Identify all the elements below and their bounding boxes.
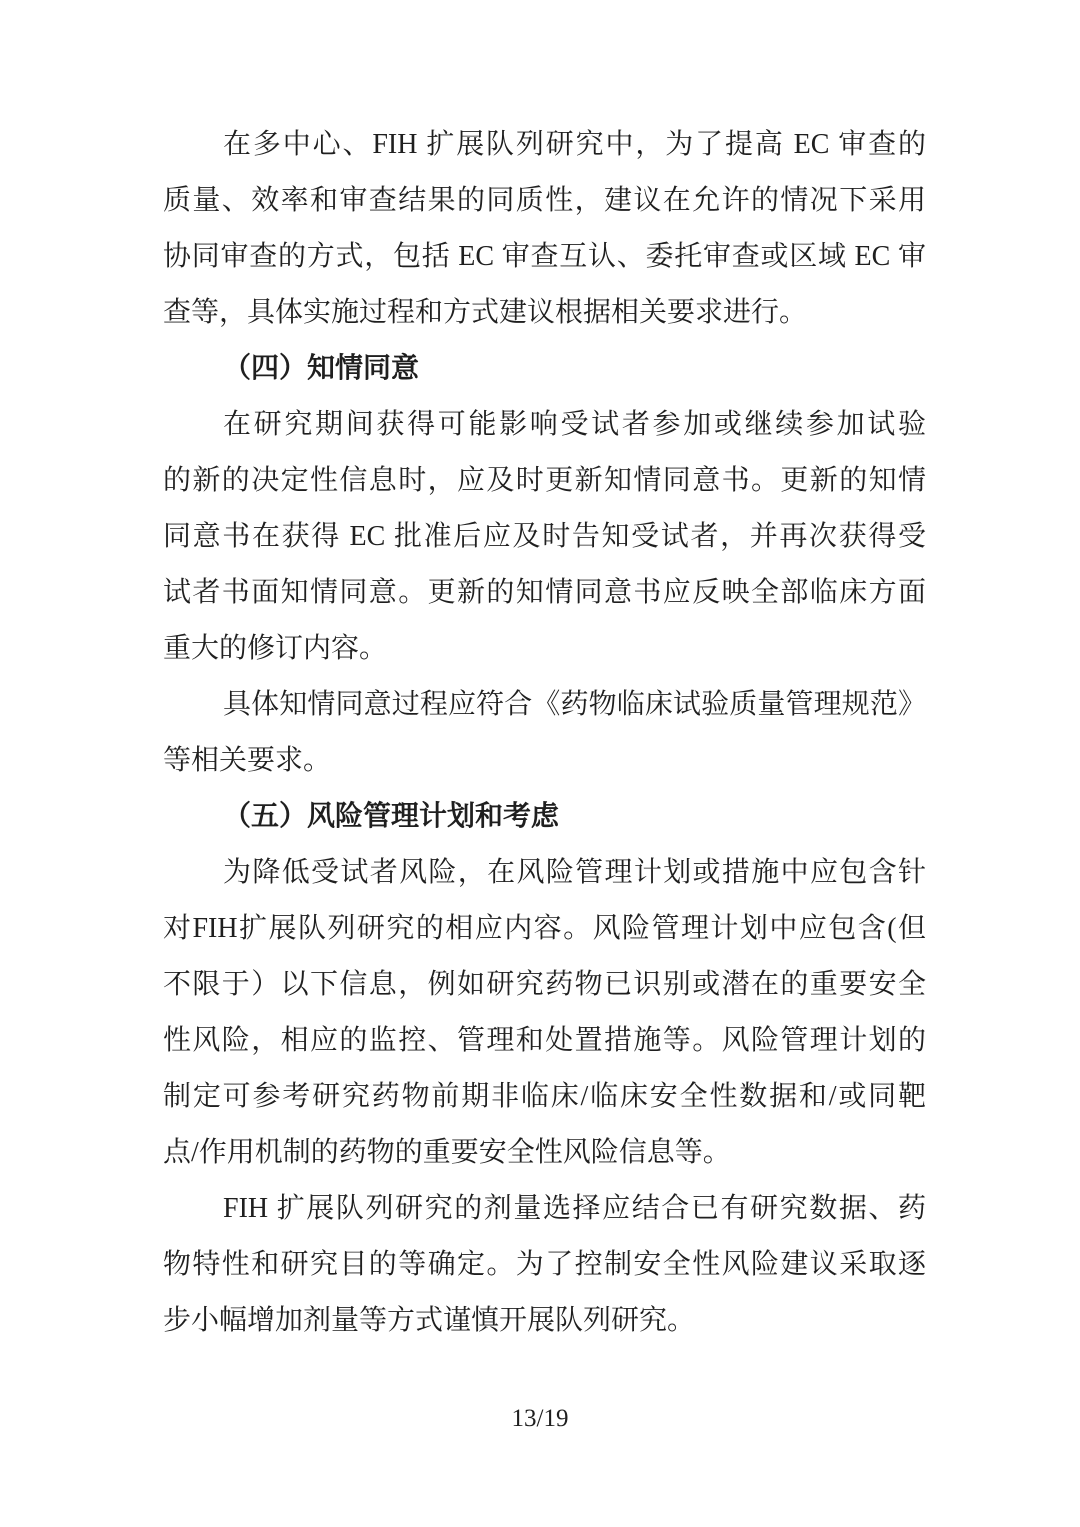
paragraph-gcp-compliance <box>163 677 926 789</box>
document-body <box>163 117 926 1349</box>
paragraph-dose-selection <box>163 1181 926 1349</box>
text-line: 协同审查的方式，包括 EC 审查互认、委托审查或区域 EC 审 <box>163 241 926 272</box>
text-line: 重大的修订内容。 <box>163 633 388 664</box>
section-heading-informed-consent <box>163 341 926 397</box>
text-line: 点/作用机制的药物的重要安全性风险信息等。 <box>163 1137 731 1168</box>
text-line: 制定可参考研究药物前期非临床/临床安全性数据和/或同靶 <box>163 1081 926 1112</box>
section-heading-risk-management <box>163 789 926 845</box>
paragraph-consent-update <box>163 397 926 677</box>
text-line: 步小幅增加剂量等方式谨慎开展队列研究。 <box>163 1305 696 1336</box>
heading-text: （五）风险管理计划和考虑 <box>223 801 560 832</box>
text-line: 具体知情同意过程应符合《药物临床试验质量管理规范》 <box>223 689 926 720</box>
text-line: 对FIH扩展队列研究的相应内容。风险管理计划中应包含(但 <box>163 913 926 944</box>
text-line: 的新的决定性信息时，应及时更新知情同意书。更新的知情 <box>163 465 926 496</box>
paragraph-ec-review <box>163 117 926 341</box>
text-line: 不限于）以下信息，例如研究药物已识别或潜在的重要安全 <box>163 969 926 1000</box>
text-line: 试者书面知情同意。更新的知情同意书应反映全部临床方面 <box>163 577 926 608</box>
text-line: 性风险，相应的监控、管理和处置措施等。风险管理计划的 <box>163 1025 926 1056</box>
text-line: 等相关要求。 <box>163 745 332 776</box>
text-line: 物特性和研究目的等确定。为了控制安全性风险建议采取逐 <box>163 1249 926 1280</box>
text-line: 为降低受试者风险，在风险管理计划或措施中应包含针 <box>223 857 926 888</box>
text-line: 同意书在获得 EC 批准后应及时告知受试者，并再次获得受 <box>163 521 926 552</box>
text-line: 查等，具体实施过程和方式建议根据相关要求进行。 <box>163 297 808 328</box>
page-number: 13/19 <box>511 1405 569 1432</box>
paragraph-risk-plan <box>163 845 926 1181</box>
text-line: 质量、效率和审查结果的同质性，建议在允许的情况下采用 <box>163 185 926 216</box>
text-line: 在多中心、FIH 扩展队列研究中，为了提高 EC 审查的 <box>223 129 926 160</box>
heading-text: （四）知情同意 <box>223 353 420 384</box>
text-line: FIH 扩展队列研究的剂量选择应结合已有研究数据、药 <box>223 1193 926 1224</box>
text-line: 在研究期间获得可能影响受试者参加或继续参加试验 <box>223 409 926 440</box>
